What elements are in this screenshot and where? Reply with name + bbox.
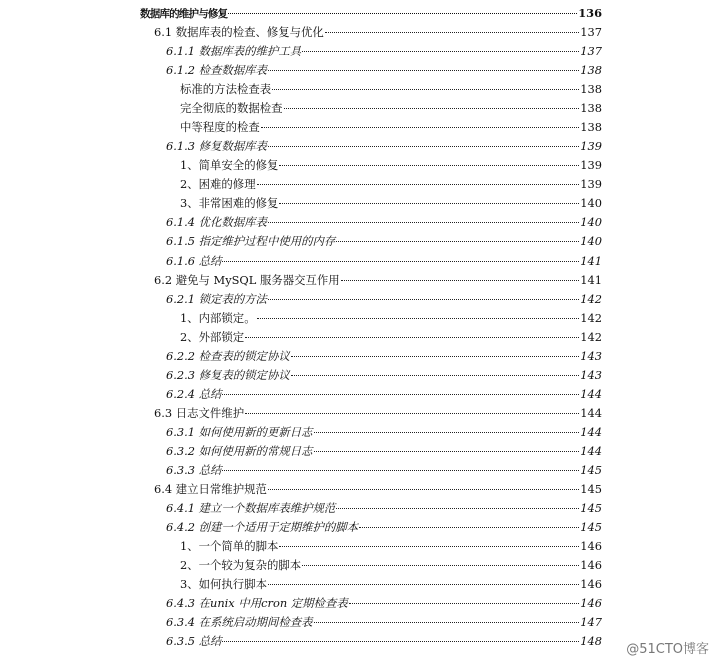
toc-entry-page-number: 139 (580, 177, 602, 192)
toc-entry-title: 6.1.6 总结 (166, 253, 222, 268)
toc-entry[interactable] (166, 42, 602, 60)
toc-entry[interactable] (180, 175, 602, 193)
toc-entry-page-number: 146 (580, 539, 602, 554)
toc-entry-page-number: 146 (580, 577, 602, 592)
dot-leader (268, 489, 579, 490)
dot-leader (257, 318, 580, 319)
toc-entry[interactable] (140, 4, 602, 22)
toc-entry-title: 6.2 避免与 MySQL 服务器交互作用 (154, 272, 340, 287)
toc-entry[interactable] (166, 385, 602, 403)
toc-entry[interactable] (166, 632, 602, 650)
dot-leader (279, 165, 579, 166)
toc-entry-page-number: 145 (580, 501, 602, 516)
toc-entry-title: 6.3.2 如何使用新的常规日志 (166, 443, 313, 458)
dot-leader (268, 146, 579, 147)
toc-entry-title: 6.1.2 检查数据库表 (166, 63, 267, 78)
toc-entry-page-number: 145 (580, 520, 602, 535)
dot-leader (279, 203, 579, 204)
toc-entry-page-number: 140 (580, 196, 602, 211)
dot-leader (314, 432, 580, 433)
toc-entry-page-number: 142 (580, 329, 602, 344)
dot-leader (341, 280, 580, 281)
toc-entry-page-number: 140 (580, 234, 602, 249)
toc-entry-page-number: 136 (578, 6, 602, 20)
dot-leader (268, 584, 579, 585)
toc-entry-title: 3、非常困难的修复 (180, 196, 279, 211)
toc-entry[interactable] (166, 499, 602, 517)
dot-leader (272, 89, 579, 90)
toc-entry-title: 数据库的维护与修复 (140, 8, 228, 20)
toc-entry[interactable] (166, 594, 602, 612)
toc-entry-title: 6.3.5 总结 (166, 634, 222, 649)
dot-leader (325, 32, 579, 33)
toc-entry-title: 1、一个简单的脚本 (180, 539, 279, 554)
toc-entry-title: 2、外部锁定 (180, 329, 245, 344)
toc-entry-page-number: 142 (580, 310, 602, 325)
toc-entry-title: 标准的方法检查表 (180, 82, 272, 97)
toc-entry[interactable] (166, 61, 602, 79)
toc-entry-title: 6.4.3 在unix 中用cron 定期检查表 (166, 596, 348, 611)
toc-entry-title: 3、如何执行脚本 (180, 577, 267, 592)
toc-entry[interactable] (180, 309, 602, 327)
toc-entry[interactable] (166, 213, 602, 231)
watermark: @51CTO博客 (626, 642, 709, 657)
dot-leader (245, 337, 579, 338)
toc-entry-page-number: 138 (580, 82, 602, 97)
toc-entry-title: 1、内部锁定。 (180, 310, 256, 325)
toc-entry-title: 6.1 数据库表的检查、修复与优化 (154, 25, 324, 40)
toc-entry[interactable] (166, 252, 602, 270)
dot-leader (314, 622, 580, 623)
dot-leader (268, 70, 579, 71)
toc-entry-title: 6.2.2 检查表的锁定协议 (166, 348, 290, 363)
dot-leader (359, 527, 579, 528)
toc-entry-page-number: 145 (580, 482, 602, 496)
toc-entry-page-number: 141 (580, 253, 602, 268)
dot-leader (291, 356, 580, 357)
dot-leader (291, 375, 580, 376)
dot-leader (261, 127, 580, 128)
toc-entry-title: 6.4 建立日常维护规范 (154, 482, 267, 496)
toc-entry-page-number: 141 (580, 272, 602, 287)
toc-entry-page-number: 139 (580, 139, 602, 154)
toc-entry[interactable] (154, 404, 602, 422)
toc-entry[interactable] (154, 480, 602, 498)
toc-entry[interactable] (166, 461, 602, 479)
toc-entry-title: 2、一个较为复杂的脚本 (180, 558, 302, 573)
toc-entry[interactable] (180, 556, 602, 574)
toc-entry-page-number: 142 (580, 291, 602, 306)
toc-entry-title: 6.3 日志文件维护 (154, 405, 245, 420)
toc-entry-title: 6.2.3 修复表的锁定协议 (166, 367, 290, 382)
toc-entry-title: 2、困难的修理 (180, 177, 256, 192)
toc-entry-page-number: 143 (580, 348, 602, 363)
toc-entry[interactable] (180, 194, 602, 212)
toc-entry[interactable] (180, 156, 602, 174)
dot-leader (314, 451, 580, 452)
dot-leader (284, 108, 580, 109)
toc-entry[interactable] (180, 118, 602, 136)
toc-entry-page-number: 146 (580, 596, 602, 611)
toc-entry-page-number: 137 (580, 44, 602, 59)
toc-entry-title: 6.3.4 在系统启动期间检查表 (166, 615, 313, 630)
toc-entry-title: 6.1.1 数据库表的维护工具 (166, 44, 302, 59)
toc-entry-page-number: 137 (580, 25, 602, 40)
toc-entry-title: 6.3.3 总结 (166, 462, 222, 477)
toc-entry[interactable] (166, 518, 602, 536)
toc-entry-title: 6.1.3 修复数据库表 (166, 139, 267, 154)
dot-leader (349, 603, 580, 604)
dot-leader (222, 394, 579, 395)
toc-entry-title: 中等程度的检查 (180, 120, 260, 135)
toc-entry-page-number: 144 (580, 386, 602, 401)
dot-leader (257, 184, 580, 185)
toc-entry-title: 6.1.5 指定维护过程中使用的内存 (166, 234, 336, 249)
toc-entry-page-number: 138 (580, 63, 602, 78)
dot-leader (228, 13, 577, 14)
toc-entry[interactable] (180, 80, 602, 98)
toc-entry-page-number: 144 (580, 443, 602, 458)
toc-entry[interactable] (166, 442, 602, 460)
toc-entry-page-number: 138 (580, 120, 602, 135)
toc-entry[interactable] (166, 423, 602, 441)
toc-entry-title: 6.2.4 总结 (166, 386, 222, 401)
dot-leader (222, 470, 579, 471)
toc-entry[interactable] (166, 290, 602, 308)
toc-entry-title: 6.3.1 如何使用新的更新日志 (166, 424, 313, 439)
toc-entry-page-number: 138 (580, 101, 602, 116)
dot-leader (302, 51, 579, 52)
dot-leader (336, 241, 579, 242)
toc-entry[interactable] (154, 23, 602, 41)
dot-leader (222, 641, 579, 642)
dot-leader (245, 413, 579, 414)
dot-leader (222, 261, 579, 262)
toc-entry[interactable] (166, 347, 602, 365)
dot-leader (268, 222, 579, 223)
toc-entry-title: 完全彻底的数据检查 (180, 101, 283, 116)
toc-entry-title: 6.4.2 创建一个适用于定期维护的脚本 (166, 520, 359, 535)
toc-entry-page-number: 144 (580, 424, 602, 439)
toc-entry-title: 6.1.4 优化数据库表 (166, 215, 267, 230)
dot-leader (279, 546, 579, 547)
toc-entry[interactable] (180, 537, 602, 555)
toc-entry[interactable] (166, 613, 602, 631)
toc-entry-title: 6.2.1 锁定表的方法 (166, 291, 267, 306)
toc-entry[interactable] (166, 366, 602, 384)
toc-entry-page-number: 144 (580, 405, 602, 420)
toc-entry-page-number: 139 (580, 158, 602, 173)
toc-entry[interactable] (180, 328, 602, 346)
toc-entry[interactable] (180, 575, 602, 593)
toc-entry-page-number: 143 (580, 367, 602, 382)
toc-entry-page-number: 148 (580, 634, 602, 649)
toc-entry-title: 6.4.1 建立一个数据库表维护规范 (166, 501, 336, 516)
toc-entry[interactable] (166, 232, 602, 250)
toc-entry-page-number: 145 (580, 462, 602, 477)
dot-leader (302, 565, 579, 566)
toc-entry-page-number: 140 (580, 215, 602, 230)
toc-entry-page-number: 146 (580, 558, 602, 573)
toc-entry[interactable] (180, 99, 602, 117)
toc-entry-page-number: 147 (580, 615, 602, 630)
dot-leader (336, 508, 579, 509)
dot-leader (268, 299, 579, 300)
toc-entry[interactable] (166, 137, 602, 155)
toc-entry[interactable] (154, 271, 602, 289)
toc-entry-title: 1、简单安全的修复 (180, 158, 279, 173)
